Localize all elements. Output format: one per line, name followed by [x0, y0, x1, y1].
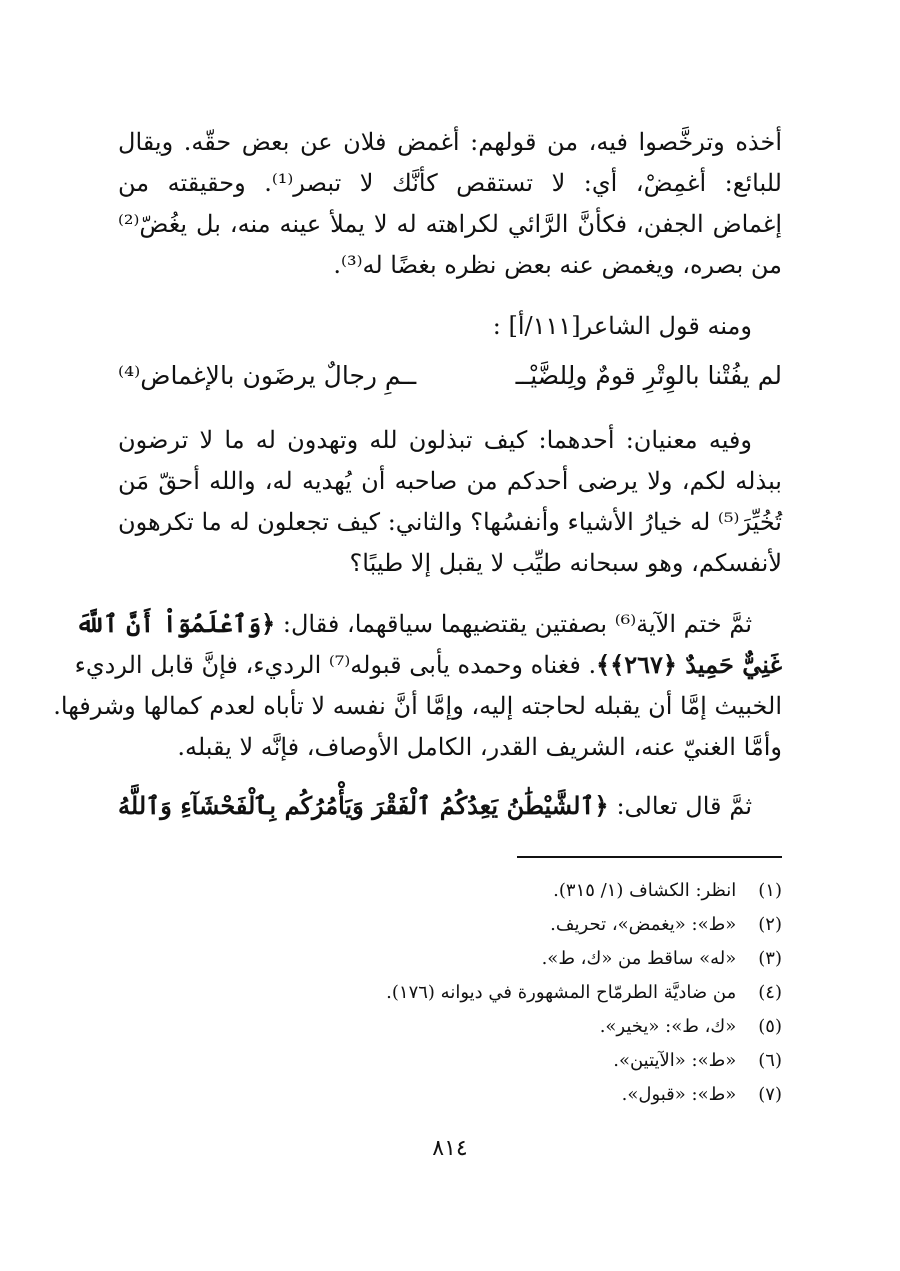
text-line: وفيه معنيان: أحدهما: كيف تبذلون لله وتهدون له ما لا ترضون — [118, 426, 752, 454]
footnote-text: «ك، ط»: «يخير». — [599, 1016, 737, 1037]
text-line: ومنه قول الشاعر[١١١/أ] : — [492, 312, 752, 340]
page-number: ٨١٤ — [432, 1136, 468, 1161]
footnote-number: (٢) — [758, 914, 782, 935]
text-line: وأمَّا الغنيّ عنه، الشريف القدر، الكامل الأوصاف، فإنَّه لا يقبله. — [177, 733, 782, 761]
text-span: ثمَّ قال تعالى: — [608, 792, 753, 820]
text-line — [74, 645, 782, 685]
footnote-text: من ضاديَّة الطرمّاح المشهورة في ديوانه (١٧٦). — [386, 982, 737, 1003]
text-line: الخبيث إمَّا أن يقبله لحاجته إليه، وإمَّا أنَّ نفسه لا تأباه لعدم كمالها وشرفها. — [53, 692, 782, 720]
text-span: ثمَّ ختم الآية⁽⁶⁾ بصفتين يقتضيهما سياقهما، فقال: — [275, 610, 752, 638]
verse-hemistich-2: ــمِ رجالٌ يرضَون بالإغماض⁽⁴⁾ — [118, 361, 417, 390]
footnote-number: (٧) — [758, 1084, 782, 1105]
text-line: لأنفسكم، وهو سبحانه طيِّب لا يقبل إلا طيبًا؟ — [349, 549, 782, 577]
footnote-5 — [118, 1010, 782, 1044]
footnote-2 — [118, 908, 782, 942]
footnote-7 — [118, 1078, 782, 1112]
footnote-number: (٦) — [758, 1050, 782, 1071]
footnote-4 — [118, 976, 782, 1010]
footnote-text: «ط»: «يغمض»، تحريف. — [550, 914, 737, 935]
text-line: للبائع: أغمِضْ، أي: لا تستقص كأنَّك لا تبصر⁽¹⁾. وحقيقته من — [118, 169, 782, 197]
footnote-number: (١) — [758, 880, 782, 901]
quran-verse: ﴿ٱلشَّيْطَٰنُ يَعِدُكُمُ ٱلْفَقْرَ وَيَأْمُرُكُم بِٱلْفَحْشَآءِ وَٱللَّهُ — [118, 791, 609, 820]
footnote-6 — [118, 1044, 782, 1078]
footnote-text: «له» ساقط من «ك، ط». — [541, 948, 737, 969]
text-line: ببذله لكم، ولا يرضى أحدكم من صاحبه أن يُهديه له، والله أحقّ مَن — [118, 467, 782, 495]
verse-hemistich-1: لم يفُتْنا بالوِتْرِ قومٌ ولِلضَّيْــ — [515, 361, 782, 390]
text-span: . فغناه وحمده يأبى قبوله⁽⁷⁾ الرديء، فإنَّ قابل الرديء — [74, 651, 597, 679]
footnote-text: «ط»: «قبول». — [621, 1084, 737, 1105]
footnote-1 — [118, 874, 782, 908]
text-line — [75, 604, 782, 644]
footnote-text: «ط»: «الآيتين». — [613, 1050, 737, 1071]
footnote-number: (٤) — [758, 982, 782, 1003]
footnote-text: انظر: الكشاف (١/ ٣١٥). — [553, 880, 737, 901]
quran-verse: ﴿وَٱعْلَمُوٓاْ أَنَّ ٱللَّهَ — [75, 609, 276, 638]
footnote-number: (٥) — [758, 1016, 782, 1037]
text-line: أخذه وترخَّصوا فيه، من قولهم: أغمض فلان عن بعض حقّه. ويقال — [118, 128, 782, 156]
text-line: من بصره، ويغمض عنه بعض نظره بغضًا له⁽³⁾. — [333, 251, 782, 279]
footnote-3 — [118, 942, 782, 976]
text-line: تُخُيِّرَ⁽⁵⁾ له خيارُ الأشياء وأنفسُها؟ والثاني: كيف تجعلون له ما تكرهون — [118, 508, 782, 536]
poetry-verse — [118, 352, 782, 400]
text-line — [118, 786, 782, 826]
footnote-number: (٣) — [758, 948, 782, 969]
footnote-separator — [517, 856, 782, 858]
quran-verse: غَنِيٌّ حَمِيدٌ ﴿٢٦٧﴾﴾ — [596, 650, 782, 679]
text-line: إغماض الجفن، فكأنَّ الرَّائي لكراهته له لا يملأ عينه منه، بل يغُضّ⁽²⁾ — [118, 210, 782, 238]
